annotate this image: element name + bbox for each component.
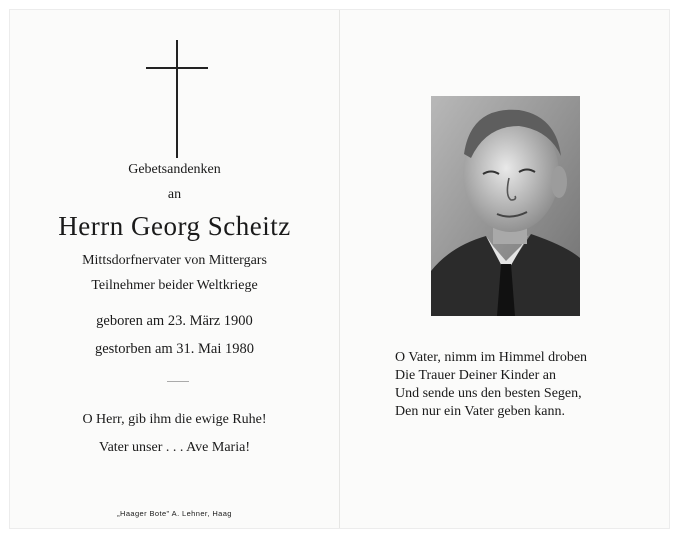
left-page [10, 10, 339, 528]
birth-date: geboren am 23. März 1900 [96, 313, 253, 329]
verse-line-1: O Vater, nimm im Himmel droben [395, 350, 588, 365]
verse-line-4: Den nur ein Vater geben kann. [395, 404, 566, 419]
right-page [340, 10, 669, 528]
heading-an: an [167, 187, 182, 202]
death-date: gestorben am 31. Mai 1980 [94, 341, 255, 357]
prayer-line-1: O Herr, gib ihm die ewige Ruhe! [82, 412, 267, 427]
verse-line-2: Die Trauer Deiner Kinder an [395, 368, 556, 383]
title-line-1: Mittsdorfnervater von Mittergars [82, 253, 267, 268]
separator-dash [167, 381, 189, 382]
cross-icon [146, 40, 208, 158]
heading: Gebetsandenken [128, 162, 221, 177]
verse-line-3: Und sende uns den besten Segen, [395, 386, 582, 401]
printer-imprint: „Haager Bote" A. Lehner, Haag [117, 509, 232, 518]
portrait-photo [431, 96, 580, 316]
deceased-name: Herrn Georg Scheitz [58, 211, 291, 241]
prayer-line-2: Vater unser . . . Ave Maria! [99, 440, 250, 455]
title-line-2: Teilnehmer beider Weltkriege [91, 278, 258, 293]
